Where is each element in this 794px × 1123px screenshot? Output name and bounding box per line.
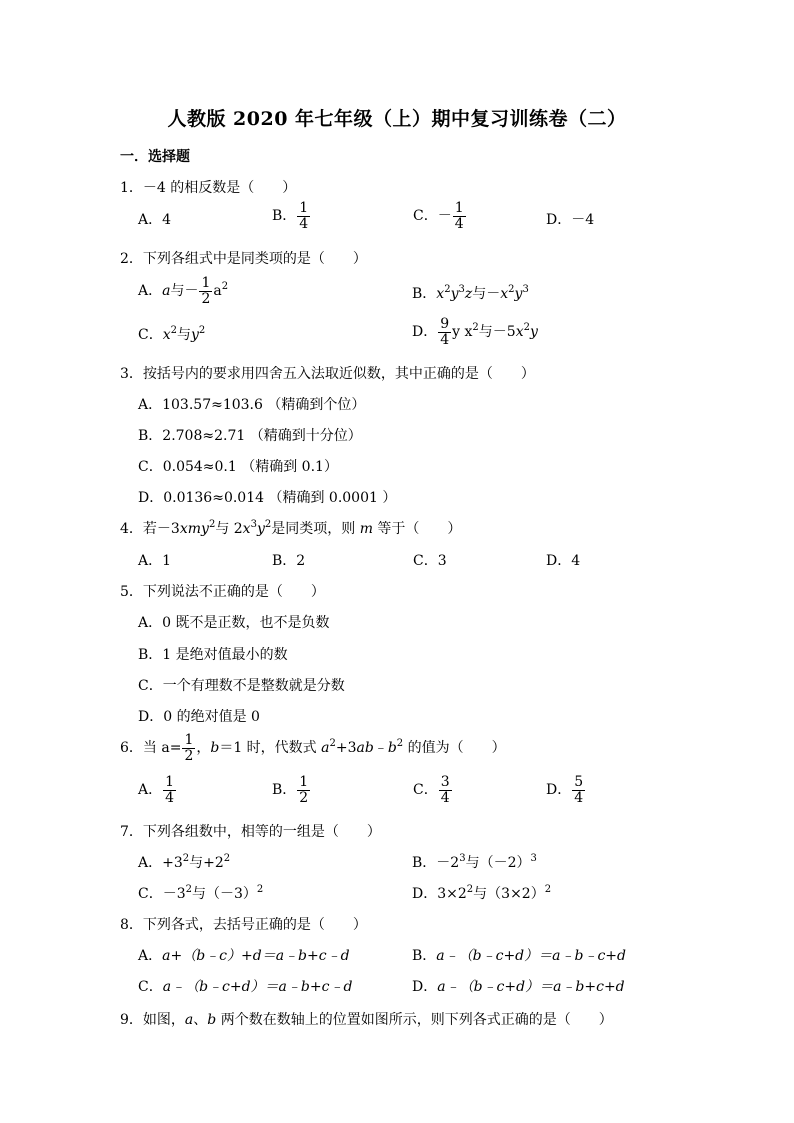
question-2-stem: 2．下列各组式中是同类项的是（ ） <box>120 251 367 267</box>
q4-option-c: C．3 <box>413 553 447 569</box>
question-1-stem: 1．－4 的相反数是（ ） <box>120 180 297 196</box>
q4-option-d: D．4 <box>546 553 581 569</box>
q2-option-c: C．$x^2$与$y^2$ <box>138 325 206 343</box>
q6-option-a: A． $\frac{1}{4}$ <box>138 774 175 806</box>
q6-option-c: C． $\frac{3}{4}$ <box>413 774 450 806</box>
question-9-stem: 9．如图，a、b 两个数在数轴上的位置如图所示，则下列各式正确的是（ ） <box>120 1012 613 1028</box>
q5-option-c: C．一个有理数不是整数就是分数 <box>138 678 345 694</box>
fraction: $\frac{1}{2}$ <box>184 732 194 764</box>
q1-option-c: C．－ $\frac{1}{4}$ <box>413 200 464 232</box>
fraction: $\frac{9}{4}$ <box>440 316 450 348</box>
fraction: $\frac{5}{4}$ <box>574 774 584 806</box>
q6-option-d: D． $\frac{5}{4}$ <box>546 774 584 806</box>
q7-option-b: B．$-2^3$与$(-2)^3$ <box>412 853 537 871</box>
fraction: $\frac{1}{2}$ <box>299 774 309 806</box>
q5-option-a: A．0 既不是正数，也不是负数 <box>138 615 330 631</box>
q3-option-a: A．103.57≈103.6 （精确到个位） <box>138 397 366 413</box>
q4-option-a: A．1 <box>138 553 172 569</box>
q1-option-b: B． $\frac{1}{4}$ <box>272 200 309 232</box>
page-title: 人教版 2020 年七年级（上）期中复习训练卷（二） <box>167 108 627 130</box>
q8-option-b: B．a﹣（b﹣c+d）＝a﹣b﹣c+d <box>412 948 626 964</box>
question-5-stem: 5．下列说法不正确的是（ ） <box>120 584 325 600</box>
q3-option-d: D．0.0136≈0.014 （精确到 0.0001 ） <box>138 490 397 506</box>
question-4-stem: 4．若－3xmy$^2$与 $2x^3y^2$是同类项，则 m 等于（ ） <box>120 519 462 537</box>
q1-option-a: A．4 <box>138 212 172 228</box>
fraction: $\frac{1}{4}$ <box>165 774 175 806</box>
q7-option-d: D．$3\times 2^2$与$(3\times 2)^2$ <box>412 884 552 902</box>
q6-option-b: B． $\frac{1}{2}$ <box>272 774 309 806</box>
q8-option-d: D．a﹣（b﹣c+d）＝a﹣b+c+d <box>412 979 625 995</box>
q2-option-d: D． $\frac{9}{4}$ y $x^2$与$-5x^2y$ <box>412 316 538 348</box>
q4-option-b: B．2 <box>272 553 306 569</box>
question-7-stem: 7．下列各组数中，相等的一组是（ ） <box>120 824 381 840</box>
q8-option-a: A．a+（b﹣c）+d＝a﹣b+c﹣d <box>138 948 350 964</box>
question-3-stem: 3．按括号内的要求用四舍五入法取近似数，其中正确的是（ ） <box>120 366 535 382</box>
question-8-stem: 8．下列各式，去括号正确的是（ ） <box>120 917 367 933</box>
q3-option-c: C．0.054≈0.1 （精确到 0.1） <box>138 459 338 475</box>
fraction: $\frac{1}{2}$ <box>201 275 211 307</box>
question-6-stem: 6．当 a= $\frac{1}{2}$ ，b＝1 时，代数式 $a^2+3ab﹣b^2$ 的值为（ ） <box>120 732 506 764</box>
q2-option-b: B．$x^2y^3z$与$-x^2y^3$ <box>412 284 529 302</box>
q3-option-b: B．2.708≈2.71 （精确到十分位） <box>138 428 362 444</box>
q5-option-d: D．0 的绝对值是 0 <box>138 709 260 725</box>
q2-option-a: A．a与－ $\frac{1}{2}$ $a^2$ <box>138 275 229 307</box>
q7-option-a: A．$+3^2$与$+2^2$ <box>138 853 231 871</box>
q5-option-b: B．1 是绝对值最小的数 <box>138 647 288 663</box>
q1-option-d: D．－4 <box>546 212 595 228</box>
fraction: $\frac{3}{4}$ <box>440 774 450 806</box>
fraction: $\frac{1}{4}$ <box>454 200 464 232</box>
q7-option-c: C．$-3^2$与$(-3)^2$ <box>138 884 264 902</box>
section-heading: 一．选择题 <box>120 149 190 165</box>
q8-option-c: C．a﹣（b﹣c+d）＝a﹣b+c﹣d <box>138 979 353 995</box>
fraction: $\frac{1}{4}$ <box>299 200 309 232</box>
